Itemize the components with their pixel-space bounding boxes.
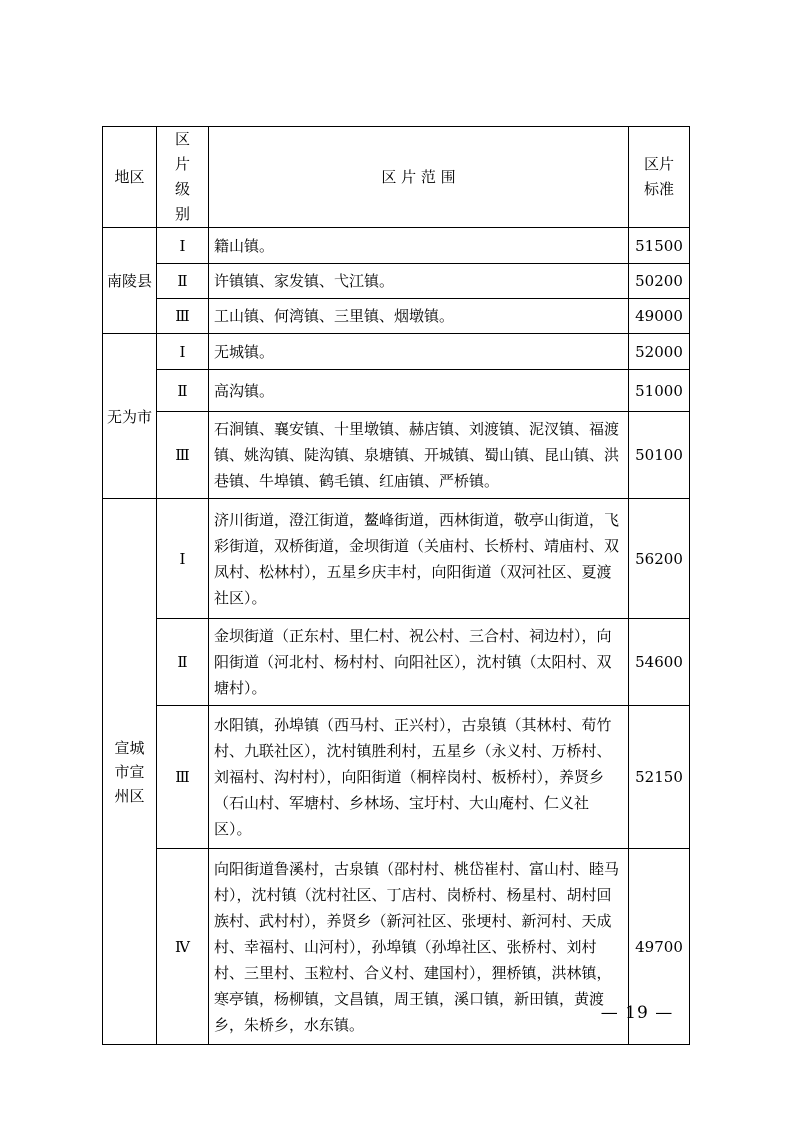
page-number: — 19 — [600, 1003, 674, 1023]
header-price: 区片标准 [629, 127, 690, 228]
level-cell: Ⅲ [157, 706, 209, 849]
table-row [103, 334, 690, 370]
range-cell: 向阳街道鲁溪村，古泉镇（邵村村、桃岱崔村、富山村、睦马村），沈村镇（沈村社区、丁店村、岗桥村、杨星村、胡村回族村、武村村），养贤乡（新河社区、张埂村、新河村、天成村、幸福村、山河村），孙埠镇（孙埠社区、张桥村、刘村村、三里村、玉粒村、合义村、建国村），狸桥镇，洪林镇，寒亭镇，杨柳镇，文昌镇，周王镇，溪口镇，新田镇，黄渡乡，朱桥乡，水东镇。 [209, 849, 629, 1045]
header-region: 地区 [103, 127, 157, 228]
range-cell: 高沟镇。 [209, 370, 629, 412]
range-cell: 济川街道，澄江街道，鳌峰街道，西林街道，敬亭山街道，飞彩街道，双桥街道，金坝街道（关庙村、长桥村、靖庙村、双凤村、松林村），五星乡庆丰村，向阳街道（双河社区、夏渡社区）。 [209, 499, 629, 619]
table-row [103, 299, 690, 334]
range-cell: 许镇镇、家发镇、弋江镇。 [209, 264, 629, 299]
table-row [103, 412, 690, 499]
range-cell: 金坝街道（正东村、里仁村、祝公村、三合村、祠边村），向阳街道（河北村、杨村村、向阳社区），沈村镇（太阳村、双塘村）。 [209, 619, 629, 706]
level-cell: Ⅲ [157, 299, 209, 334]
level-cell: Ⅰ [157, 334, 209, 370]
level-cell: Ⅱ [157, 619, 209, 706]
level-cell: Ⅲ [157, 412, 209, 499]
land-price-zone-table [102, 126, 690, 1045]
level-cell: Ⅰ [157, 228, 209, 264]
level-cell: Ⅳ [157, 849, 209, 1045]
range-cell: 水阳镇，孙埠镇（西马村、正兴村），古泉镇（其林村、荀竹村、九联社区），沈村镇胜利村，五星乡（永义村、万桥村、刘福村、沟村村），向阳街道（桐梓岗村、板桥村），养贤乡（石山村、军塘村、乡林场、宝圩村、大山庵村、仁义社区）。 [209, 706, 629, 849]
price-cell: 50100 [629, 412, 690, 499]
table-row [103, 370, 690, 412]
table-row [103, 706, 690, 849]
price-cell: 54600 [629, 619, 690, 706]
range-cell: 石涧镇、襄安镇、十里墩镇、赫店镇、刘渡镇、泥汊镇、福渡镇、姚沟镇、陡沟镇、泉塘镇、开城镇、蜀山镇、昆山镇、洪巷镇、牛埠镇、鹤毛镇、红庙镇、严桥镇。 [209, 412, 629, 499]
price-cell: 52150 [629, 706, 690, 849]
price-cell: 49700 [629, 849, 690, 1045]
level-cell: Ⅱ [157, 264, 209, 299]
price-cell: 52000 [629, 334, 690, 370]
region-cell: 无为市 [103, 334, 157, 499]
header-level: 区片级别 [157, 127, 209, 228]
price-cell: 50200 [629, 264, 690, 299]
price-cell: 49000 [629, 299, 690, 334]
table-row [103, 619, 690, 706]
range-cell: 籍山镇。 [209, 228, 629, 264]
price-cell: 51000 [629, 370, 690, 412]
table-row [103, 264, 690, 299]
price-cell: 51500 [629, 228, 690, 264]
level-cell: Ⅱ [157, 370, 209, 412]
range-cell: 无城镇。 [209, 334, 629, 370]
table-row [103, 228, 690, 264]
range-cell: 工山镇、何湾镇、三里镇、烟墩镇。 [209, 299, 629, 334]
header-range: 区 片 范 围 [209, 127, 629, 228]
region-cell: 南陵县 [103, 228, 157, 334]
level-cell: Ⅰ [157, 499, 209, 619]
region-cell: 宣城市宣州区 [103, 499, 157, 1045]
price-cell: 56200 [629, 499, 690, 619]
table-row [103, 499, 690, 619]
